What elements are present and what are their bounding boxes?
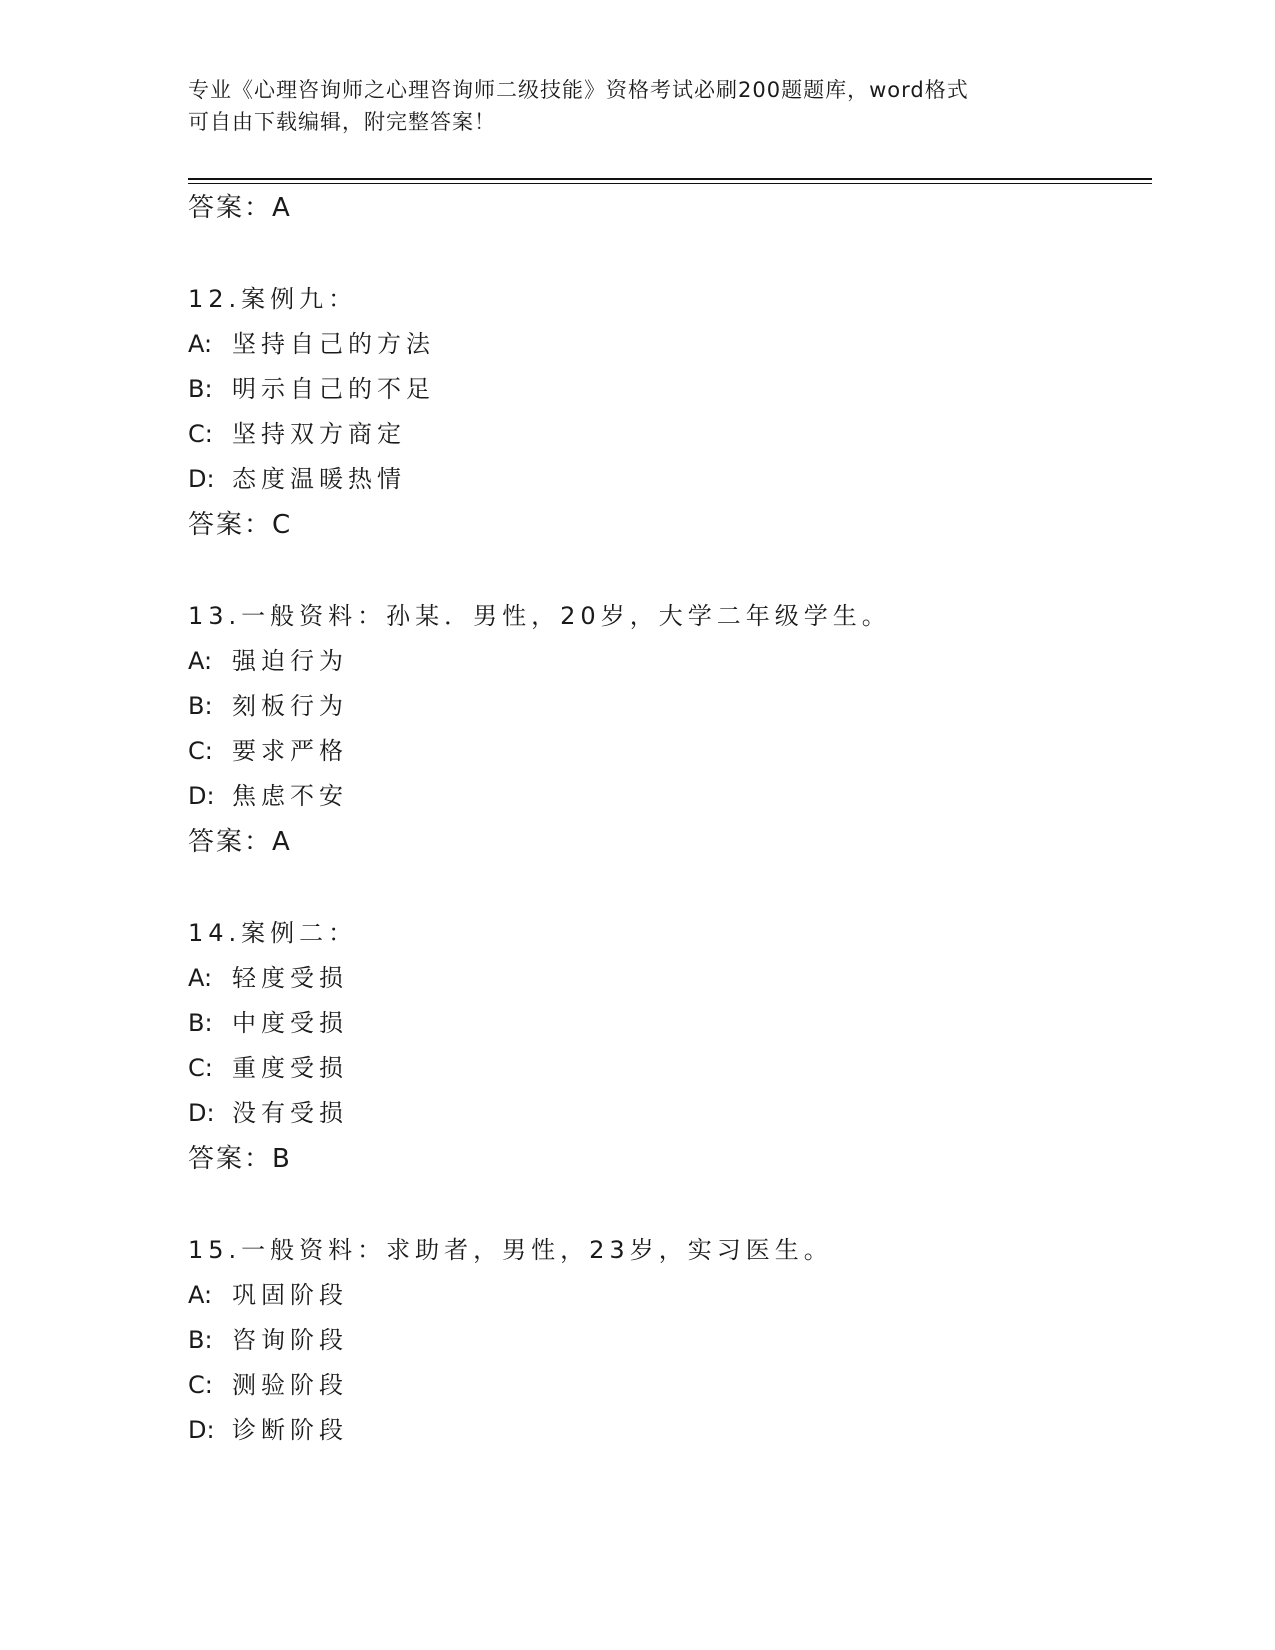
option-text: 坚持双方商定: [232, 420, 406, 448]
question-15-option-c: [188, 1369, 348, 1401]
header-divider-thin: [188, 183, 1152, 184]
option-text: 焦虑不安: [232, 782, 348, 810]
option-letter: D:: [188, 465, 215, 493]
answer-11: 答案：A: [188, 193, 292, 223]
question-15-title: 15.一般资料：求助者，男性，23岁，实习医生。: [188, 1236, 833, 1264]
question-14-option-c: [188, 1052, 348, 1084]
question-13-option-a: [188, 645, 348, 677]
question-14-answer: 答案：B: [188, 1144, 292, 1174]
option-letter: A:: [188, 647, 213, 675]
question-12-option-c: [188, 418, 406, 450]
option-text: 坚持自己的方法: [232, 330, 435, 358]
option-letter: C:: [188, 1371, 213, 1399]
question-14-option-d: [188, 1097, 348, 1129]
option-letter: D:: [188, 1416, 215, 1444]
question-12-answer: 答案：C: [188, 510, 293, 540]
question-14-option-b: [188, 1007, 348, 1039]
option-letter: B:: [188, 375, 213, 403]
option-letter: A:: [188, 1281, 213, 1309]
option-text: 要求严格: [232, 737, 348, 765]
option-text: 明示自己的不足: [232, 375, 435, 403]
option-text: 咨询阶段: [232, 1326, 348, 1354]
header-line-2: 可自由下载编辑，附完整答案！: [188, 110, 496, 134]
question-15-option-b: [188, 1324, 348, 1356]
option-text: 刻板行为: [232, 692, 348, 720]
document-header: [188, 74, 1088, 138]
option-letter: A:: [188, 330, 213, 358]
question-14-option-a: [188, 962, 348, 994]
option-text: 测验阶段: [232, 1371, 348, 1399]
option-text: 诊断阶段: [232, 1416, 348, 1444]
option-letter: B:: [188, 1326, 213, 1354]
option-letter: D:: [188, 1099, 215, 1127]
question-13-option-b: [188, 690, 348, 722]
question-12-title: 12.案例九：: [188, 285, 358, 313]
question-12-option-b: [188, 373, 435, 405]
question-13-option-c: [188, 735, 348, 767]
question-13-option-d: [188, 780, 348, 812]
question-14-title: 14.案例二：: [188, 919, 358, 947]
question-13-answer: 答案：A: [188, 827, 292, 857]
option-text: 没有受损: [232, 1099, 348, 1127]
option-letter: B:: [188, 1009, 213, 1037]
question-15-option-a: [188, 1279, 348, 1311]
question-12-option-d: [188, 463, 406, 495]
option-text: 轻度受损: [232, 964, 348, 992]
header-divider-thick: [188, 178, 1152, 180]
question-12-option-a: [188, 328, 435, 360]
option-text: 强迫行为: [232, 647, 348, 675]
option-letter: A:: [188, 964, 213, 992]
question-13-title: 13.一般资料：孙某．男性，20岁，大学二年级学生。: [188, 602, 891, 630]
question-15-option-d: [188, 1414, 348, 1446]
option-text: 重度受损: [232, 1054, 348, 1082]
header-line-1: 专业《心理咨询师之心理咨询师二级技能》资格考试必刷200题题库，word格式: [188, 78, 969, 102]
option-letter: B:: [188, 692, 213, 720]
option-letter: C:: [188, 1054, 213, 1082]
option-text: 中度受损: [232, 1009, 348, 1037]
option-text: 态度温暖热情: [232, 465, 406, 493]
option-text: 巩固阶段: [232, 1281, 348, 1309]
option-letter: D:: [188, 782, 215, 810]
option-letter: C:: [188, 420, 213, 448]
option-letter: C:: [188, 737, 213, 765]
